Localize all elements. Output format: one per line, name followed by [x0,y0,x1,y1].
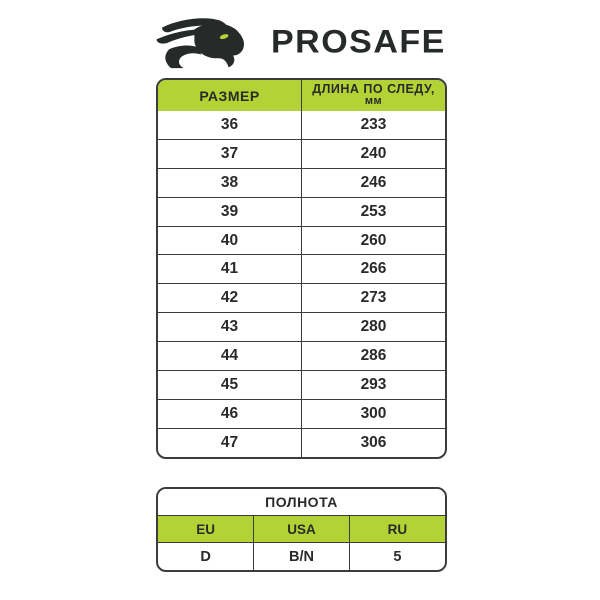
size-cell: 45 [158,371,302,400]
table-row [158,111,445,139]
eu-column-header: EU [158,516,254,543]
table-row [158,168,445,197]
length-header-line2: мм [364,95,383,108]
usa-column-header: USA [254,516,350,543]
table-row [158,139,445,168]
table-row [158,284,445,313]
size-cell: 38 [158,168,302,197]
length-cell: 260 [302,226,446,255]
length-column-header [302,80,446,111]
length-cell: 246 [302,168,446,197]
length-cell: 286 [302,342,446,371]
size-table [156,78,447,459]
length-cell: 306 [302,428,446,456]
length-header-line1: ДЛИНА ПО СЛЕДУ, [312,82,435,97]
width-table-value-row [158,543,445,571]
size-cell: 47 [158,428,302,456]
width-table-title-row [158,489,445,516]
ru-column-header: RU [349,516,445,543]
size-table-header-row [158,80,445,111]
table-row [158,226,445,255]
eu-value-cell: D [158,543,254,571]
table-row [158,255,445,284]
width-table [156,487,447,572]
rhino-logo-icon [153,13,261,71]
ru-value-cell: 5 [349,543,445,571]
table-row [158,313,445,342]
size-cell: 39 [158,197,302,226]
length-cell: 300 [302,399,446,428]
length-cell: 233 [302,111,446,139]
width-table-header-row [158,516,445,543]
size-cell: 36 [158,111,302,139]
length-cell: 266 [302,255,446,284]
size-cell: 40 [158,226,302,255]
usa-value-cell: B/N [254,543,350,571]
brand-wordmark: PROSAFE [271,23,446,61]
length-cell: 293 [302,371,446,400]
table-row [158,428,445,456]
table-row [158,342,445,371]
size-cell: 37 [158,139,302,168]
size-column-header: РАЗМЕР [158,80,302,111]
table-row [158,197,445,226]
size-cell: 43 [158,313,302,342]
length-cell: 253 [302,197,446,226]
width-table-title: ПОЛНОТА [158,489,445,516]
length-cell: 273 [302,284,446,313]
table-row [158,371,445,400]
size-cell: 44 [158,342,302,371]
length-cell: 240 [302,139,446,168]
brand-header [153,12,449,72]
table-row [158,399,445,428]
length-cell: 280 [302,313,446,342]
size-cell: 46 [158,399,302,428]
size-cell: 42 [158,284,302,313]
size-cell: 41 [158,255,302,284]
